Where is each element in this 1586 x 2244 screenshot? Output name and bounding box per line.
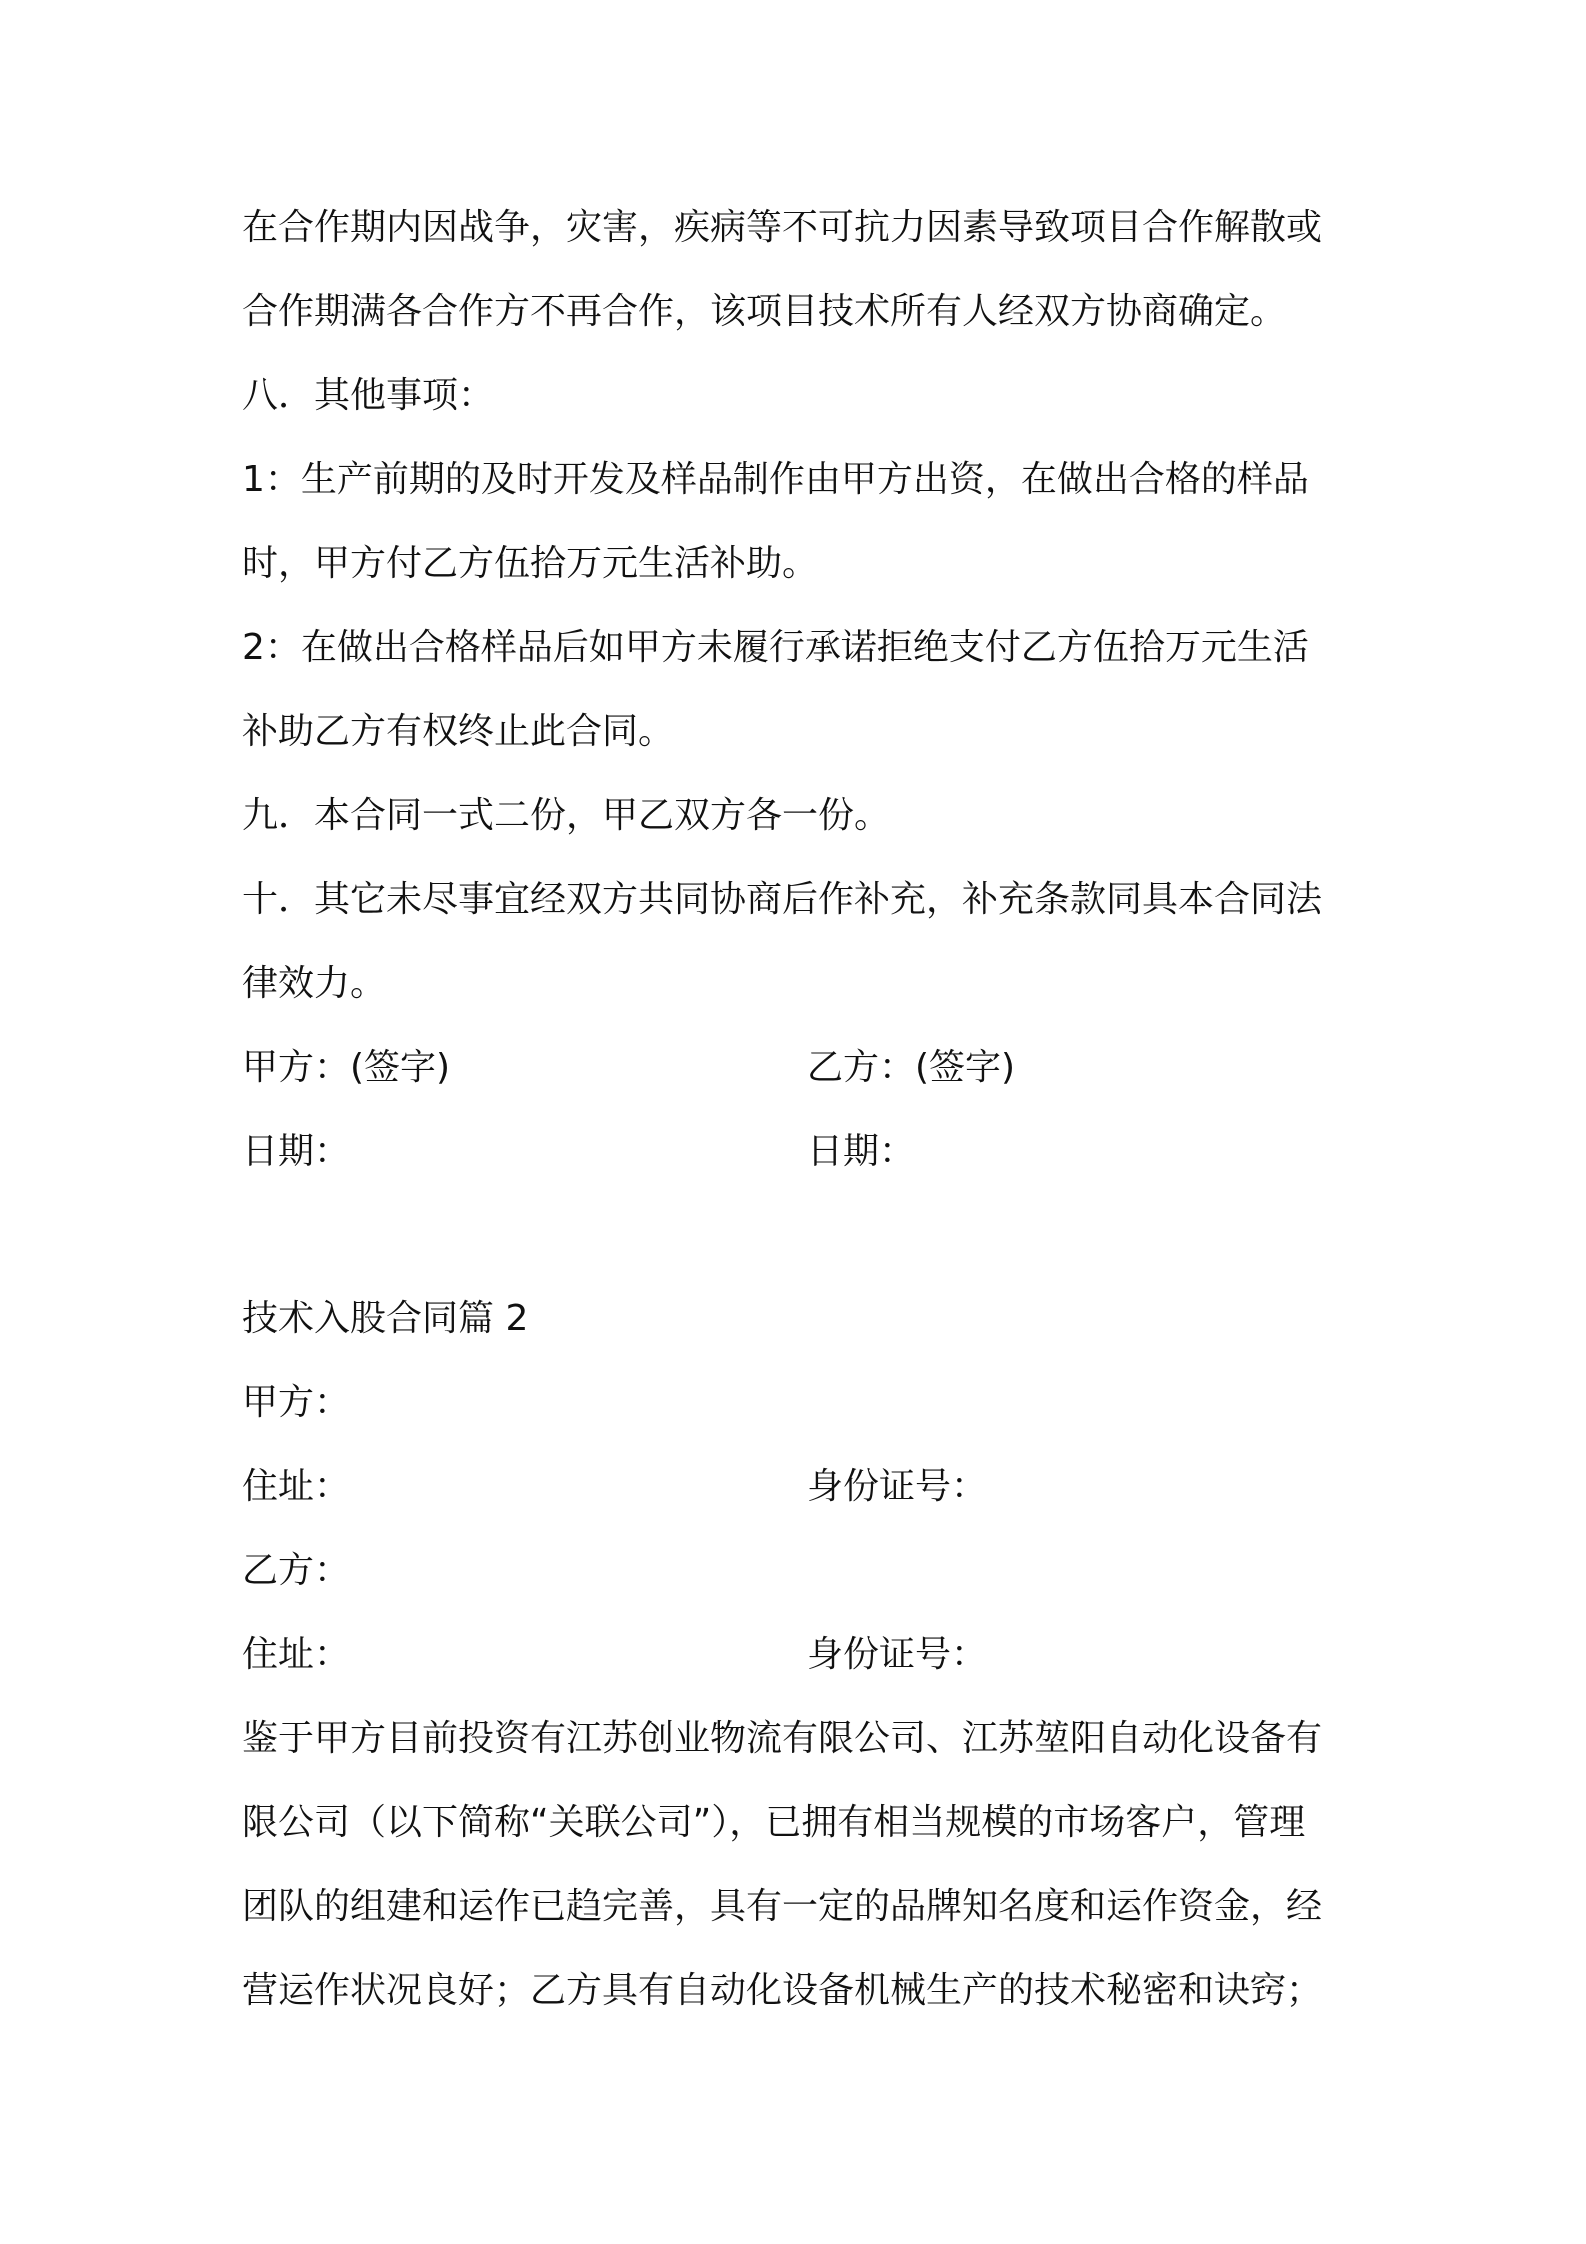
signature-party-b: 乙方：(签字) (807, 1047, 1016, 1088)
address-b-label: 住址： (242, 1634, 351, 1675)
paragraph-line: 合作期满各合作方不再合作，该项目技术所有人经双方协商确定。 (242, 291, 1287, 332)
clause-2-line: 2：在做出合格样品后如甲方未履行承诺拒绝支付乙方伍拾万元生活 (242, 627, 1309, 668)
preamble-line: 限公司（以下简称“关联公司”），已拥有相当规模的市场客户，管理 (242, 1802, 1306, 1843)
id-a-label: 身份证号： (807, 1466, 988, 1507)
clause-1-line: 1：生产前期的及时开发及样品制作由甲方出资，在做出合格的样品 (242, 459, 1309, 500)
address-a-label: 住址： (242, 1466, 351, 1507)
date-party-a: 日期： (242, 1131, 351, 1172)
section-10-line: 律效力。 (242, 963, 387, 1004)
id-b-label: 身份证号： (807, 1634, 988, 1675)
section-heading-8: 八．其他事项： (242, 375, 495, 416)
party-a-label: 甲方： (242, 1382, 351, 1423)
section-title: 技术入股合同篇 2 (242, 1298, 529, 1339)
signature-party-a: 甲方：(签字) (242, 1047, 451, 1088)
section-9: 九．本合同一式二份，甲乙双方各一份。 (242, 795, 891, 836)
paragraph-line: 在合作期内因战争，灾害，疾病等不可抗力因素导致项目合作解散或 (242, 207, 1323, 248)
section-10-line: 十．其它未尽事宜经双方共同协商后作补充，补充条款同具本合同法 (242, 879, 1323, 920)
preamble-line: 营运作状况良好；乙方具有自动化设备机械生产的技术秘密和诀窍； (242, 1970, 1323, 2011)
date-party-b: 日期： (807, 1131, 916, 1172)
preamble-line: 团队的组建和运作已趋完善，具有一定的品牌知名度和运作资金，经 (242, 1886, 1323, 1927)
clause-2-line: 补助乙方有权终止此合同。 (242, 711, 675, 752)
party-b-label: 乙方： (242, 1550, 351, 1591)
clause-1-line: 时，甲方付乙方伍拾万元生活补助。 (242, 543, 819, 584)
preamble-line: 鉴于甲方目前投资有江苏创业物流有限公司、江苏堃阳自动化设备有 (242, 1718, 1323, 1759)
